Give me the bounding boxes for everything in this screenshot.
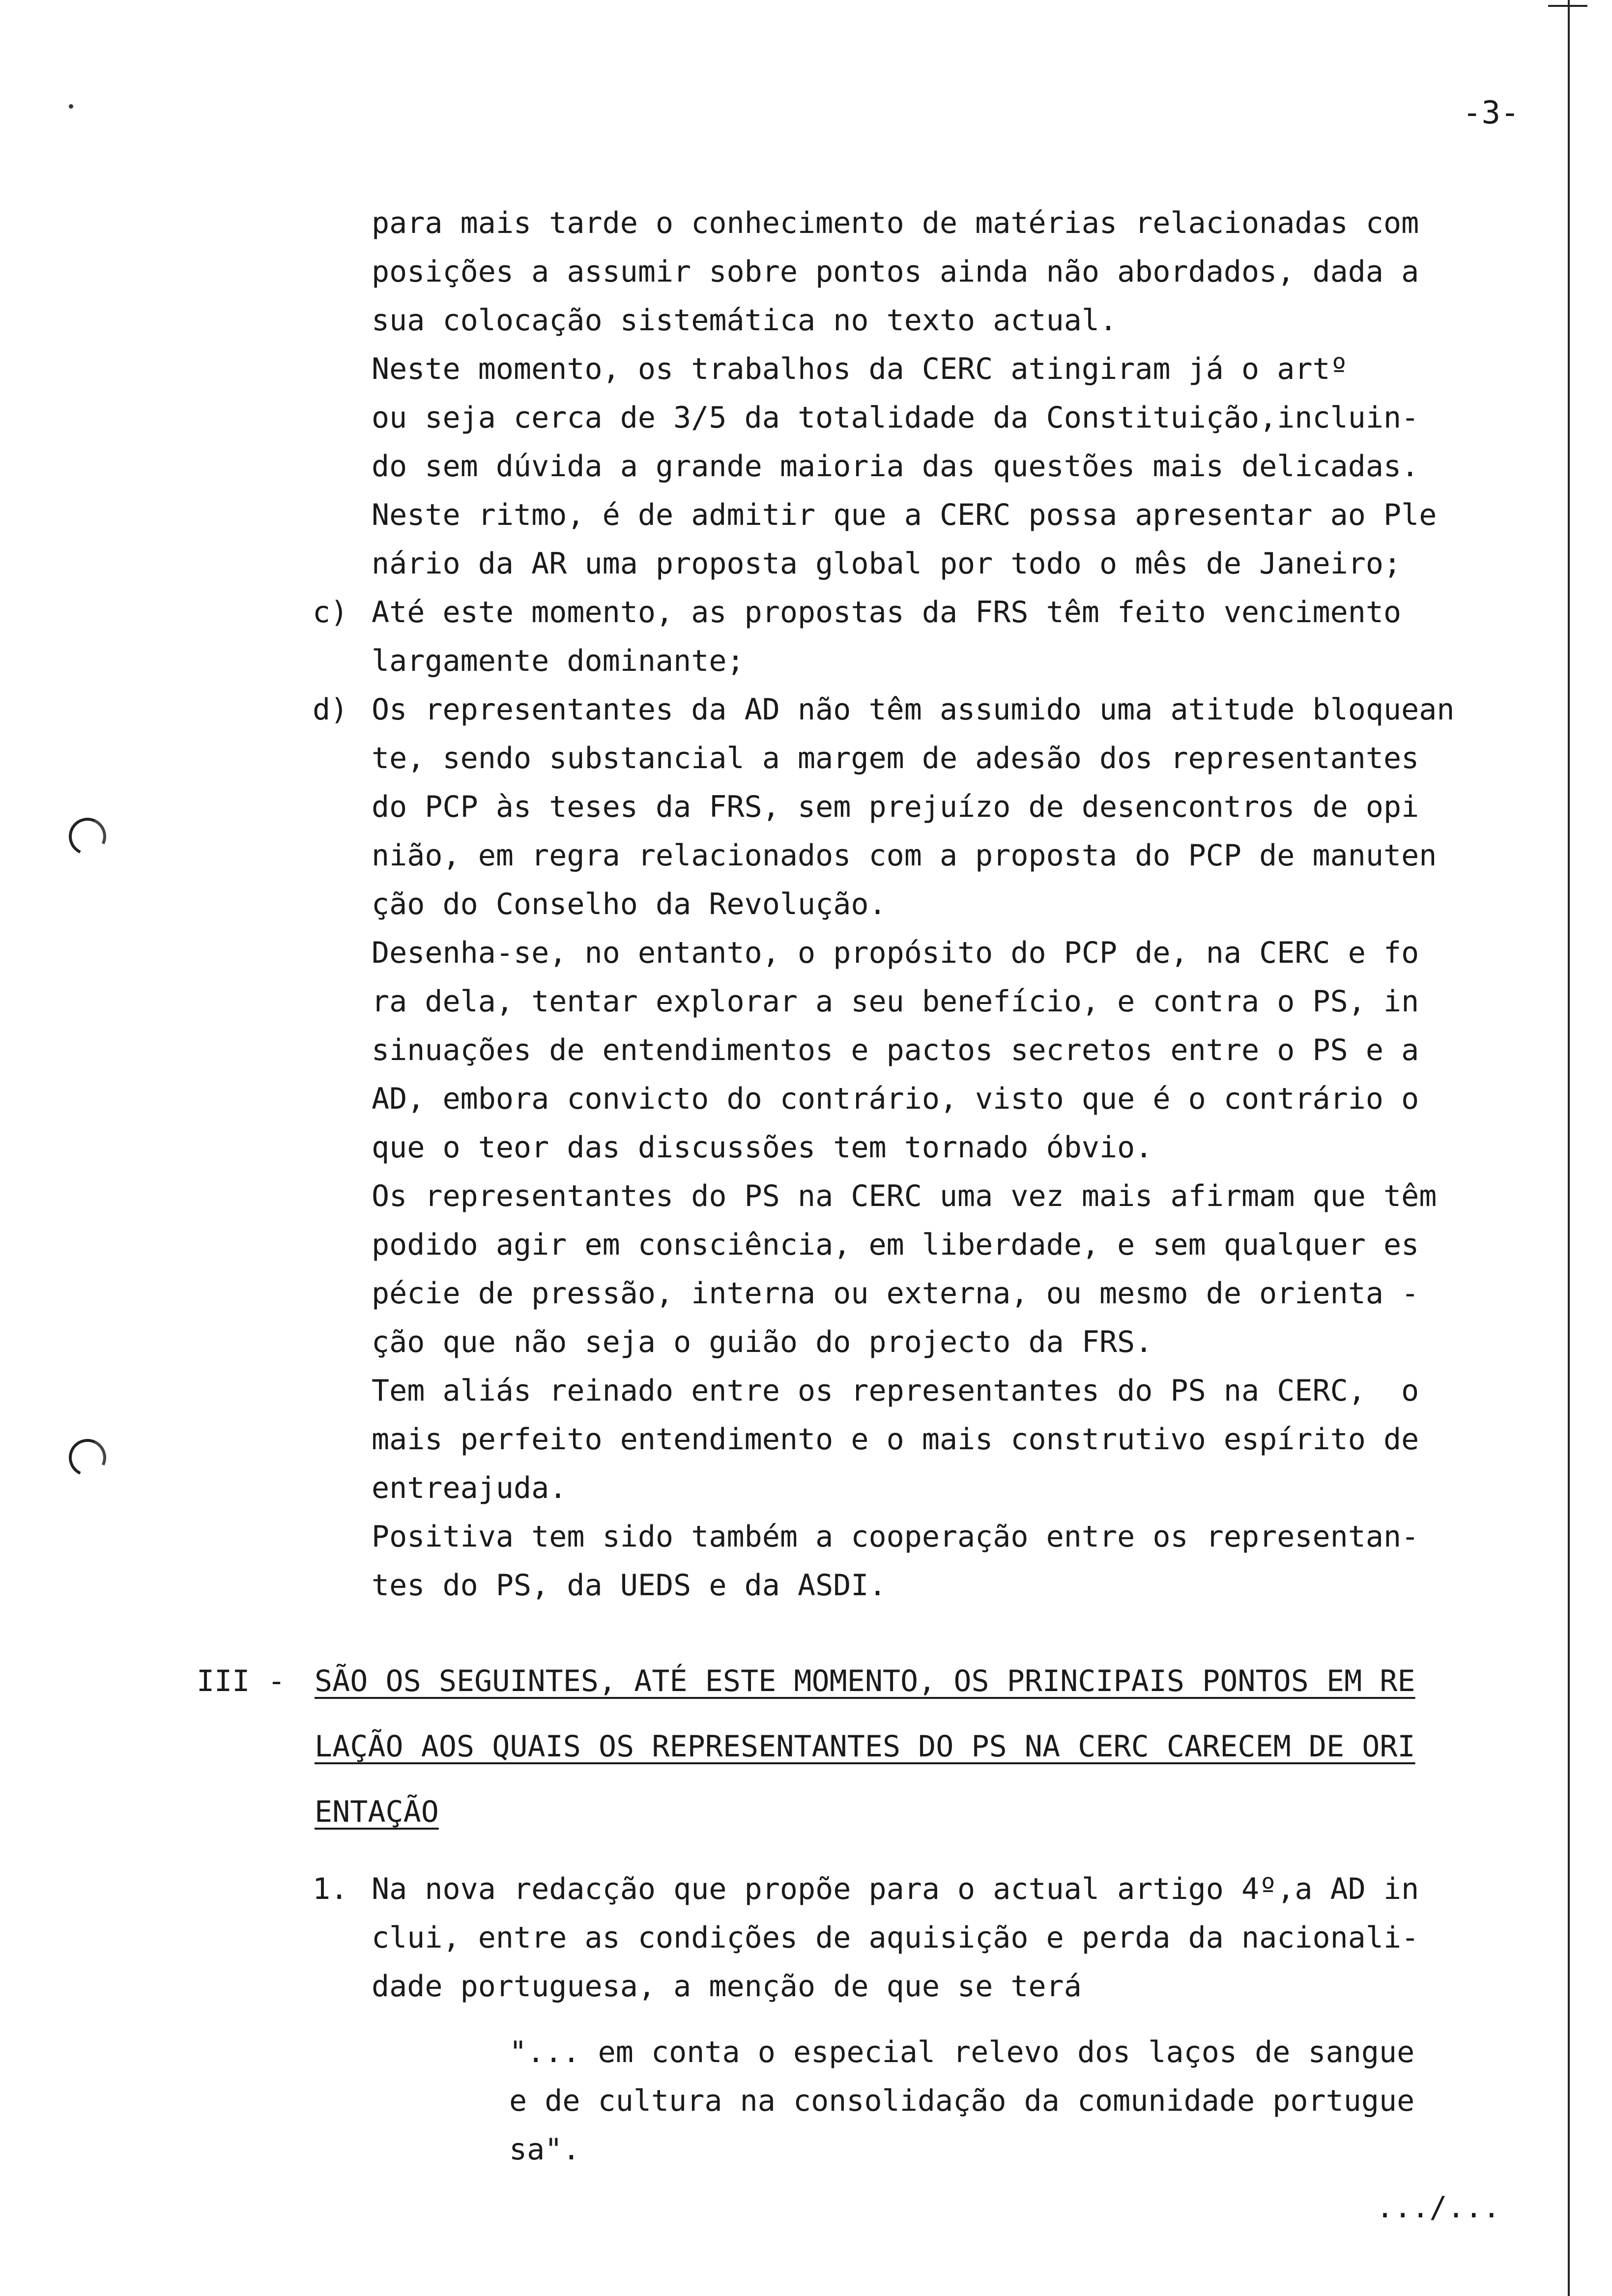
- margin-dot: [69, 104, 73, 109]
- quotation-block: [509, 2028, 1414, 2174]
- quote-line: "... em conta o especial relevo dos laços de sangue: [509, 2035, 1415, 2069]
- section-numeral: III -: [197, 1664, 286, 1698]
- text-line: ção do Conselho da Revolução.: [372, 887, 887, 921]
- text-line: sua colocação sistemática no texto actual.: [372, 303, 1118, 338]
- list-item-d: [372, 686, 1455, 1610]
- list-item-1: [372, 1865, 1419, 2011]
- text-line: do PCP às teses da FRS, sem prejuízo de desencontros de opi: [372, 790, 1419, 824]
- text-line: pécie de pressão, interna ou externa, ou mesmo de orienta -: [372, 1276, 1419, 1311]
- text-line: ra dela, tentar explorar a seu benefício, e contra o PS, in: [372, 984, 1419, 1019]
- quote-line: e de cultura na consolidação da comunidade portugue: [509, 2084, 1415, 2118]
- intro-paragraph: [372, 199, 1437, 588]
- text-line: nário da AR uma proposta global por todo o mês de Janeiro;: [372, 546, 1402, 581]
- page-edge-tick: [1548, 5, 1587, 7]
- text-line: para mais tarde o conhecimento de matérias relacionadas com: [372, 206, 1419, 240]
- text-line: Desenha-se, no entanto, o propósito do PCP de, na CERC e fo: [372, 936, 1419, 970]
- text-line: AD, embora convicto do contrário, visto que é o contrário o: [372, 1082, 1419, 1116]
- continuation-mark: .../...: [1376, 2190, 1500, 2225]
- text-line: sinuações de entendimentos e pactos secretos entre o PS e a: [372, 1033, 1419, 1067]
- text-line: do sem dúvida a grande maioria das questões mais delicadas.: [372, 449, 1419, 484]
- text-line: mais perfeito entendimento e o mais construtivo espírito de: [372, 1422, 1419, 1457]
- text-line: te, sendo substancial a margem de adesão dos representantes: [372, 741, 1419, 775]
- page-edge-line: [1568, 0, 1570, 2296]
- text-line: dade portuguesa, a menção de que se terá: [372, 1969, 1082, 2004]
- text-line: entreajuda.: [372, 1471, 567, 1505]
- text-line: Na nova redacção que propõe para o actual artigo 4º,a AD in: [372, 1872, 1419, 1906]
- text-line: largamente dominante;: [372, 644, 745, 678]
- list-marker-c: c): [313, 595, 348, 630]
- punch-hole-mark: [63, 1434, 111, 1481]
- text-line: ou seja cerca de 3/5 da totalidade da Constituição,incluin-: [372, 401, 1419, 435]
- text-line: Positiva tem sido também a cooperação entre os representan-: [372, 1520, 1419, 1554]
- list-item-c: [372, 588, 1401, 686]
- text-line: Neste momento, os trabalhos da CERC atingiram já o artº: [372, 352, 1348, 386]
- page-number: -3-: [1463, 95, 1520, 131]
- text-line: clui, entre as condições de aquisição e perda da nacionali-: [372, 1921, 1419, 1955]
- text-line: podido agir em consciência, em liberdade, e sem qualquer es: [372, 1228, 1419, 1262]
- list-marker-d: d): [313, 692, 348, 727]
- section-heading-line: LAÇÃO AOS QUAIS OS REPRESENTANTES DO PS NA CERC CARECEM DE ORI: [315, 1729, 1415, 1764]
- text-line: ção que não seja o guião do projecto da FRS.: [372, 1325, 1153, 1359]
- text-line: que o teor das discussões tem tornado óbvio.: [372, 1130, 1153, 1165]
- text-line: Até este momento, as propostas da FRS têm feito vencimento: [372, 595, 1402, 630]
- text-line: Os representantes da AD não têm assumido uma atitude bloquean: [372, 692, 1455, 727]
- quote-line: sa".: [509, 2132, 580, 2167]
- text-line: nião, em regra relacionados com a proposta do PCP de manuten: [372, 838, 1437, 873]
- text-line: posições a assumir sobre pontos ainda não abordados, dada a: [372, 255, 1419, 289]
- text-line: Os representantes do PS na CERC uma vez mais afirmam que têm: [372, 1179, 1437, 1213]
- text-line: Neste ritmo, é de admitir que a CERC possa apresentar ao Ple: [372, 498, 1437, 532]
- list-marker-1: 1.: [313, 1872, 348, 1906]
- punch-hole-mark: [63, 812, 111, 860]
- text-line: Tem aliás reinado entre os representantes do PS na CERC, o: [372, 1374, 1419, 1408]
- section-heading-line: SÃO OS SEGUINTES, ATÉ ESTE MOMENTO, OS PRINCIPAIS PONTOS EM RE: [315, 1664, 1415, 1698]
- section-heading-line: ENTAÇÃO: [315, 1795, 439, 1829]
- text-line: tes do PS, da UEDS e da ASDI.: [372, 1568, 887, 1603]
